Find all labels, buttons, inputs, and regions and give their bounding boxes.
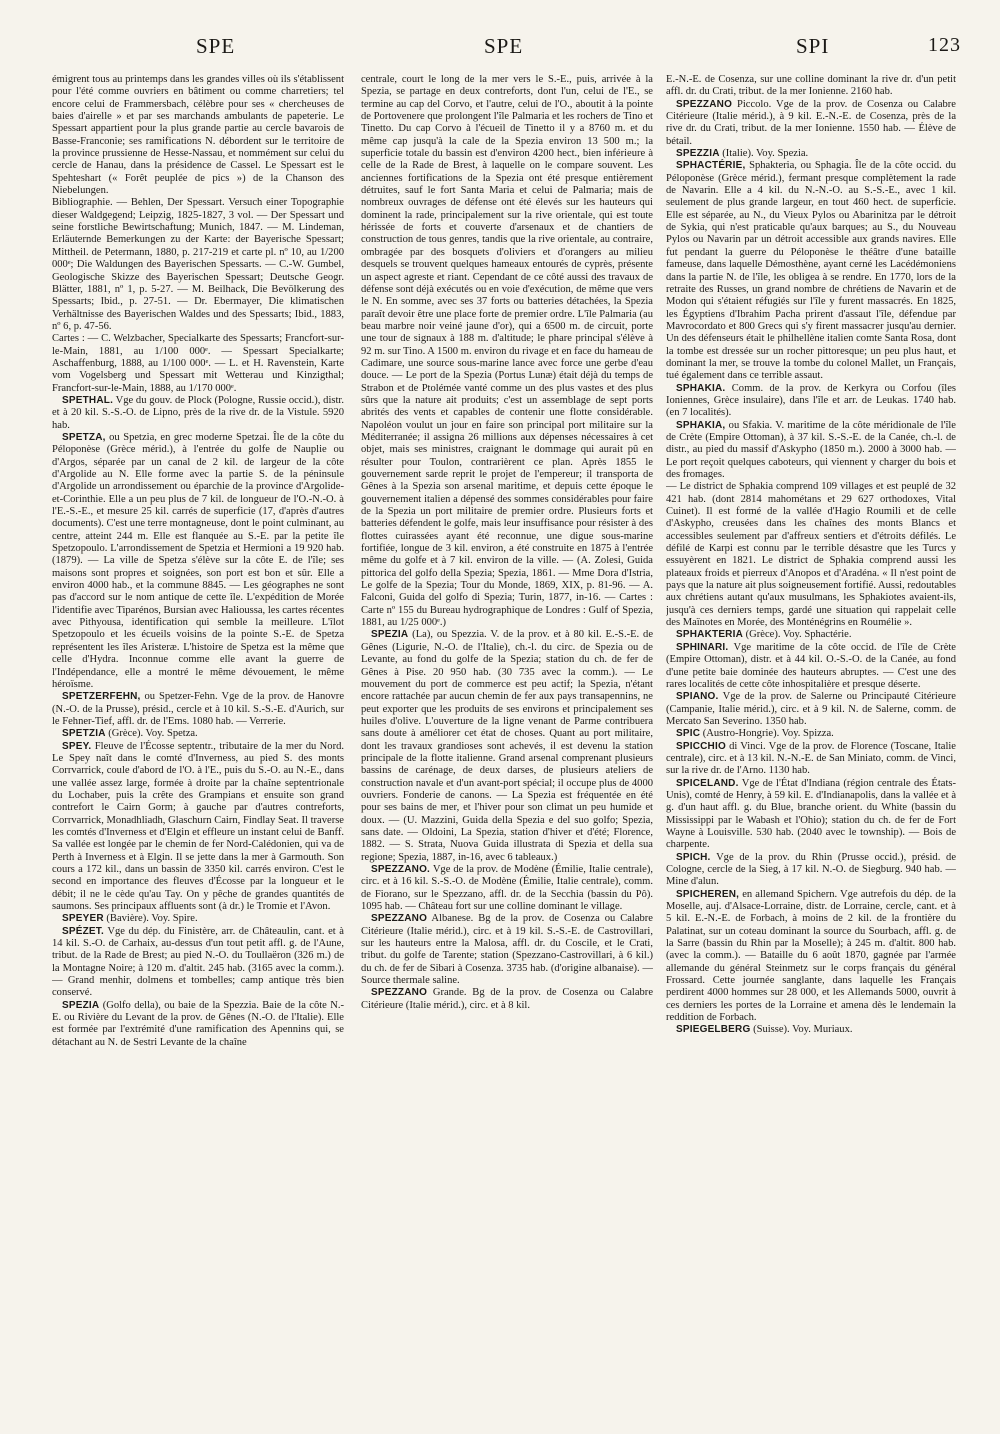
entry-text: (Golfo della), ou baie de la Spezzia. Baie de la côte N.-E. ou Rivière du Levant de la prov. de Gênes (N.-O. de l'Italie). Elle est formée par l'extrémité d'une ramification des Apennins qui, se détachant au N. de Sestri Levante de la chaîne bbox=[52, 999, 344, 1048]
dictionary-entry bbox=[52, 926, 344, 1000]
entry-text: Vge de l'État d'Indiana (région centrale des États-Unis), comté de Henry, à 59 kil. E. d'Indianapolis, dans la vallée et à g. d'un haut affl. g. du Blue, branche orient. du White (bassin du Mississippi par le Wabash et l'Ohio); station du ch. de fer de Fort Wayne à Louisville. 530 hab. (2040 avec le township). — Bois de charpente. bbox=[666, 777, 956, 851]
entry-headword: SPETHAL. bbox=[62, 394, 114, 406]
running-head-right: SPI bbox=[796, 34, 830, 58]
dictionary-entry bbox=[666, 741, 956, 778]
dictionary-entry bbox=[52, 741, 344, 914]
entry-text: ou Sfakia. V. maritime de la côte méridionale de l'île de Crète (Empire Ottoman), à 37 kil. S.-S.-E. de la Canée, ch.-l. de distr., au pied du massif d'Askypho (1850 m.). 2000 à 3000 hab. — Le port reçoit quelques caboteurs, qui viennent y charger du bois et des fromages. bbox=[666, 419, 956, 480]
entry-headword: SPICELAND. bbox=[676, 777, 739, 789]
entry-text: Vge du dép. du Finistère, arr. de Châteaulin, cant. et à 14 kil. S.-O. de Carhaix, au-dessus d'un tout petit affl. g. de l'Aune, tribut. de la Rade de Brest; au pied N.-O. du Toullaëron (326 m.) de la Montagne Noire; à 120 m. d'altit. 245 hab. (3165 avec la comm.). — Grand menhir, dolmens et tombelles; camp antique très bien conservé. bbox=[52, 925, 344, 999]
dictionary-entry bbox=[361, 74, 653, 629]
entry-text: Bibliographie. — Behlen, Der Spessart. Versuch einer Topographie dieser Waldgegend; Leipzig, 1825-1827, 3 vol. — Der Spessart und seine forstliche Bewirtschaftung; Munich, 1847. — M. Lindeman, Erläuternde Bemerkungen zu der Karte: der Bayerische Spessart; Mittheil. de Petermann, 1880, p. 217-219 et carte pl. nº 10, au 1/200 000ᵉ; Die Waldungen des Bayerischen Spessarts. — C.-W. Gumbel, Geologische Skizze des Bayerischen Spessart; Deutsche Geogr. Blätter, 1881, nº 1, p. 5-27. — M. Beilhack, Die Bevölkerung des Spessarts; Ibid., p. 27-51. — Dr. Ebermayer, Die klimatischen Verhältnisse des Bayerischen Waldes und des Spessarts; Ibid., 1883, nº 6, p. 47-56. bbox=[52, 197, 344, 332]
entry-text: centrale, court le long de la mer vers le S.-E., puis, arrivée à la Spezia, se partage en deux contreforts, dont l'un, celui de l'E., se termine au cap del Corvo, et l'autre, celui de l'O., aboutit à la pointe de Portovenere que prolongent l'île Palmaria et les rochers de Tino et Tinetto. Du cap Corvo à l'écueil de Tinetto il y a 8760 m. et du même cap jusqu'à la cale de la Spezia environ 13 500 m.; la superficie totale du bassin est d'environ 4200 hect., bien inférieure à celle de la Rade de Brest, à laquelle on le compare souvent. Les anciennes fortifications de la Spezia ont été presque entièrement détruites, sauf le fort Santa Maria et celui de Palmaria; mais de nombreux ouvrages de défense ont été élevés sur les hauteurs qui dominent la rade, principalement sur la rive orientale, qui est toute hérissée de forts et couverte d'arsenaux et de chantiers de construction de tous genres, tandis que la rive orientale, au contraire, ombragée par des bosquets d'oliviers et d'orangers au milieu desquels se trouvent quelques hameaux entourés de cyprès, présente un aspect agreste et riant. Cependant de ce côté aussi des travaux de défense sont déjà exécutés ou en voie d'exécution, de même que vers le N. En somme, avec ses 37 forts ou batteries détachées, la Spezia paraît devoir être une place forte de premier ordre. L'île Palmaria (au beau marbre noir veiné jaune d'or), qui a 6500 m. de circuit, porte une tour de signaux à 188 m. d'altitude; le phare principal s'élève à 92 m. sur Tino. A 1500 m. environ du rivage et en face du hameau de Cadimare, une source sous-marine lance avec force une gerbe d'eau douce. — Le port de la Spezia (Portus Lunæ) était déjà du temps de Strabon et de Ptolémée vanté comme un des plus vastes et des plus sûrs que la nature ait produits; c'est un assemblage de sept ports abrités des vents et capables de contenir une flotte considérable. Napoléon voulut un jour en faire son principal port militaire sur la Méditerranée; il assigna 26 millions aux dépenses nécessaires à cet objet, mais ses ministres, craignant le dommage qui aurait pû en résulter pour Toulon, contrarièrent ce plan. Après 1855 le gouvernement sarde reprit le projet de l'empereur; il transporta de Gênes à la Spezia son arsenal maritime, et depuis cette époque le gouvernement italien a dépensé des sommes considérables pour faire de la Spezia un port militaire de premier ordre. Plusieurs forts et batteries défendent le golfe, mais leur insuffisance pour résister à des flottes cuirassées ayant été reconnue, une digue sous-marine fortifiée, longue de 3 kil. environ, a été construite en 1875 à l'entrée même du golfe et à 7 kil. environ de la ville. — (A. Zolesi, Guida pittorica del golfo della Spezia; Spezia, 1861. — Mme Dora d'Istria, Le golfe de la Spezia; Tour du Monde, 1869, XIX, p. 81-96. — A. Falconi, Guida del golfo di Spezia; Turin, 1877, in-16. — Cartes : Carte nº 155 du Bureau hydrographique de Londres : Gulf of Spezia, 1881, au 1/25 000ᵉ.) bbox=[361, 74, 653, 629]
entry-headword: SPIC bbox=[676, 728, 701, 740]
dictionary-entry bbox=[666, 1024, 956, 1036]
entry-headword: SPEZIA bbox=[371, 629, 409, 641]
dictionary-entry bbox=[52, 728, 344, 740]
dictionary-entry bbox=[666, 691, 956, 728]
entry-headword: SPHAKIA. bbox=[676, 382, 726, 394]
text-column-3 bbox=[666, 74, 956, 1419]
dictionary-entry bbox=[52, 74, 344, 197]
entry-text: Cartes : — C. Welzbacher, Specialkarte des Spessarts; Francfort-sur-le-Main, 1881, au 1/100 000ᵉ. — Spessart Specialkarte; Aschaffenburg, 1888, au 1/100 000ᵉ. — L. et H. Ravenstein, Karte vom Vogelsberg und Spessart mit Wetterau und Kinzigthal; Francfort-sur-le-Main, 1888, au 1/170 000ᵉ. bbox=[52, 333, 344, 394]
entry-headword: SPEZZANO bbox=[676, 98, 733, 110]
entry-text: (Austro-Hongrie). Voy. Spizza. bbox=[700, 728, 834, 740]
page-number: 123 bbox=[928, 34, 961, 56]
dictionary-entry bbox=[52, 197, 344, 333]
entry-headword: SPICH. bbox=[676, 851, 711, 863]
dictionary-entry bbox=[666, 852, 956, 889]
entry-text: émigrent tous au printemps dans les grandes villes où ils s'établissent pour l'été comme ouvriers en bâtiment ou comme charretiers; tel encore celui de Frammersbach, célèbre pour ses « chercheuses de baies d'airelle » et par ses marchands ambulants de papeterie. Le Spessart appartient pour la plus grande partie au cercle bavarois de Basse-Franconie; ses ramifications N. débordent sur le territoire de la province prussienne de Hesse-Nassau, et nommément sur celui du cercle de Hanau, dans la présidence de Cassel. Le Spessart est le Spehteshart (« Forêt peuplée de pics ») de la Chanson des Niebelungen. bbox=[52, 74, 344, 197]
entry-headword: SPÉZET. bbox=[62, 925, 104, 937]
entry-text: (La), ou Spezzia. V. de la prov. et à 80 kil. E.-S.-E. de Gênes (Ligurie, N.-O. de l'Italie), ch.-l. du circ. de Spezia ou de Levante, au fond du golfe de la Spezia; station du ch. de fer de Gênes à Pise. 20 950 hab. (30 735 avec la comm.). — Le mouvement du port de commerce est peu actif; la Spezia, n'étant encore rattachée par aucun chemin de fer aux pays transapennins, ne peut exporter que les produits de ses environs et principalement ses huiles d'olive. L'ouverture de la ligne venant de Parme contribuera sans doute à améliorer cet état de choses. Quant au port militaire, dont les travaux grandioses sont achevés, il est devenu la station principale de la flotte italienne. Grand arsenal comprenant plusieurs bassins de carénage, de deux darses, de plusieurs ateliers de construction navale et d'un avant-port spécial; il occupe plus de 4000 ouvriers. Fonderie de canons. — La Spezia est fréquentée en été pour ses bains de mer, et l'hiver pour son climat un peu humide et doux. — (U. Mazzini, Guida della Spezia e del suo golfo; Spezia, sans date. — Oldoini, La Spezia, station d'hiver et d'été; Florence, 1882. — S. Strata, Nuova Guida illustrata di Spezia et della sua regione; Spezia, 1887, in-16, avec 6 tableaux.) bbox=[361, 629, 653, 863]
entry-text: di Vinci. Vge de la prov. de Florence (Toscane, Italie centrale), circ. et à 13 kil. N.-N.-E. de San Miniato, comm. de Vinci, sur la rive dr. de l'Arno. 1130 hab. bbox=[666, 740, 956, 777]
running-head-center: SPE bbox=[484, 34, 524, 58]
entry-headword: SPHACTÉRIE, bbox=[676, 160, 746, 172]
running-head bbox=[0, 34, 1000, 64]
entry-text: Vge maritime de la côte occid. de l'île de Crète (Empire Ottoman), distr. et à 44 kil. O.-S.-O. de la Canée, au fond d'une petite baie dominée des hauteurs abruptes. — C'est une des rares localités de cette côte inhospitalière et presque déserte. bbox=[666, 641, 956, 690]
dictionary-entry bbox=[361, 629, 653, 864]
entry-headword: SPEZIA bbox=[62, 999, 100, 1011]
entry-headword: SPEZZANO bbox=[371, 913, 428, 925]
dictionary-entry bbox=[666, 148, 956, 160]
running-head-left: SPE bbox=[196, 34, 236, 58]
dictionary-entry bbox=[666, 99, 956, 148]
entry-headword: SPETZIA bbox=[62, 728, 106, 740]
dictionary-entry bbox=[666, 629, 956, 641]
entry-headword: SPEYER bbox=[62, 913, 104, 925]
entry-headword: SPETZERFEHN, bbox=[62, 691, 141, 703]
entry-text: E.-N.-E. de Cosenza, sur une colline dominant la rive dr. d'un petit affl. dr. du Crati, tribut. de la mer Ionienne. 2160 hab. bbox=[666, 74, 956, 98]
entry-text: ou Spetzer-Fehn. Vge de la prov. de Hanovre (N.-O. de la Prusse), présid., cercle et à 10 kil. S.-S.-E. d'Aurich, sur le Fehner-Tief, affl. dr. de l'Ems. 1080 hab. — Verrerie. bbox=[52, 691, 344, 727]
entry-text: (Grèce). Voy. Sphactérie. bbox=[743, 629, 852, 641]
dictionary-entry bbox=[666, 642, 956, 691]
text-column-2 bbox=[361, 74, 653, 1419]
entry-headword: SPICCHIO bbox=[676, 740, 726, 752]
entry-text: (Suisse). Voy. Muriaux. bbox=[750, 1024, 853, 1036]
dictionary-entry bbox=[666, 481, 956, 629]
entry-headword: SPEZZANO. bbox=[371, 864, 431, 875]
dictionary-entry bbox=[52, 913, 344, 925]
dictionary-entry bbox=[52, 333, 344, 395]
entry-text: Grande. Bg de la prov. de Cosenza ou Calabre Citérieure (Italie mérid.), circ. et à 8 kil. bbox=[361, 987, 653, 1011]
dictionary-entry bbox=[52, 691, 344, 728]
dictionary-entry bbox=[52, 395, 344, 432]
entry-text: en allemand Spichern. Vge autrefois du dép. de la Moselle, auj. d'Alsace-Lorraine, distr. de Lorraine, cercle, cant. et à 5 kil. E.-N.-E. de Forbach, à moins de 2 kil. de la frontière du Palatinat, sur un coteau dominant la source du Sourbach, affl. g. de la Sarre (bassin du Rhin par la Moselle); à 245 m. d'altit. 800 hab. (avec la comm.). — Bataille du 6 août 1870, gagnée par l'armée allemande du général Steinmetz sur le corps français du général Frossard. Cette journée sanglante, dans laquelle les Français perdirent 4000 hommes sur 28 000, et les Allemands 5000, ouvrit à ces derniers les portes de la Lorraine et amena dès le lendemain la reddition de Forbach. bbox=[666, 888, 956, 1024]
entry-text: ou Spetzia, en grec moderne Spetzai. Île de la côte du Péloponèse (Grèce mérid.), à l'entrée du golfe de Nauplie ou d'Argos, séparée par un canal de 2 kil. de largeur de la côte d'Argolide au N. Elle forme avec la partie S. de la péninsule d'Argolide un arrondissement ou éparchie de la province d'Argolide-et-Corinthie. Elle a un peu plus de 7 kil. de longueur de l'O.-N.-O. à l'E.-S.-E., et mesure 25 kil. carrés de superficie (17, d'après d'autres documents). C'est une terre montagneuse, dont le point culminant, au centre, atteint 244 m. Elle est flanquée au S.-E. par la petite île Spetzopoulo. L'arrondissement de Spetzia et Hermioni a 19 920 hab. (1879). — La ville de Spetza s'élève sur la côte E. de l'île; ses maisons sont propres et soignées, son port est bon et sûr. Elle a environ 4000 hab., et la commune 8845. — Les géographes ne sont pas d'accord sur le nom antique de cette île. L'expédition de Morée l'identifie avec Tiparénos, Bursian avec Halioussa, les cartes récentes avec Pithyousa, identification qui semble la meilleure. L'îlot Spetzopoulo et les écueils voisins de la pointe S.-E. de Spetza représentent les îles Aristeræ. L'histoire de Spetza est la même que celle d'Hydra. Inconnue comme elle avant la guerre de l'Indépendance, elle a montré le même dévouement, le même héroïsme. bbox=[52, 431, 344, 690]
dictionary-entry bbox=[666, 889, 956, 1025]
dictionary-entry bbox=[666, 778, 956, 852]
entry-text: Vge de la prov. de Salerne ou Principauté Citérieure (Campanie, Italie mérid.), circ. et à 9 kil. N. de Salerne, comm. de Mercato San Severino. 1350 hab. bbox=[666, 691, 956, 727]
dictionary-entry bbox=[666, 383, 956, 420]
dictionary-entry bbox=[52, 432, 344, 691]
text-column-1 bbox=[52, 74, 344, 1419]
entry-text: Albanese. Bg de la prov. de Cosenza ou Calabre Citérieure (Italie mérid.), circ. et à 19 kil. S.-S.-E. de Castrovillari, sur les hauteurs entre la Malosa, affl. dr. du Coscile, et le Crati, tribut. du golfe de Tarente; station (Spezzano-Castrovillari, à 6 kil.) du ch. de fer de Sibari à Cosenza. 3735 hab. (d'origine albanaise). — Source thermale saline. bbox=[361, 913, 653, 987]
dictionary-entry bbox=[52, 1000, 344, 1049]
entry-headword: SPHAKIA, bbox=[676, 419, 726, 431]
entry-headword: SPETZA, bbox=[62, 431, 106, 443]
entry-text: Comm. de la prov. de Kerkyra ou Corfou (îles Ioniennes, Grèce insulaire), dans l'île et arr. de Leukas. 1740 hab. (en 7 localités). bbox=[666, 382, 956, 419]
entry-text: Fleuve de l'Écosse septentr., tributaire de la mer du Nord. Le Spey naît dans le comté d'Inverness, au pied S. des monts Corrvarrick, coule d'abord de l'O. à l'E., puis du S.-O. au N.-E., dans une vallée assez large, formée à droite par la chaîne septentrionale du Lochaber, puis la crête des Grampians et ensuite son grand contrefort le Cairn Gorm; à gauche par d'autres contreforts, Corrvarrick, Monadhliadh, Glaschurn Cairn, Findlay Seat. Il traverse les comtés d'Inverness et d'Elgin et effleure un instant celui de Banff. Sa vallée est longée par le chemin de fer Nord-Calédonien, qui va de Perth à Inverness et à Elgin. Il se jette dans la mer à Garmouth. Son cours a 172 kil., dans un bassin de 3350 kil. carrés environ. C'est le second en importance des fleuves d'Écosse par la longueur et le débit; il ne le cède qu'au Tay. On y pêche de grandes quantités de saumons. Ses principaux affluents sont (à dr.) le Tromie et l'Avon. bbox=[52, 740, 344, 913]
dictionary-entry bbox=[666, 728, 956, 740]
dictionary-entry bbox=[361, 913, 653, 987]
entry-text: (Italie). Voy. Spezia. bbox=[719, 148, 809, 160]
entry-text: Sphakteria, ou Sphagia. Île de la côte occid. du Péloponèse (Grèce mérid.), fermant presque complètement la rade de Navarin. Elle a 4 kil. du N.-N.-O. au S.-S.-E., avec 1 kil. seulement de plus grande largeur, en tout 460 hect. de superficie. Elle est séparée, au N., du Vieux Pylos ou Abarinitza par le détroit de Sykia, qui n'est praticable qu'aux barques; au S., du Nouveau Pylos ou Navarin par un détroit accessible aux grands navires. Elle fut pendant la guerre du Péloponèse le théâtre d'une bataille fameuse, dans laquelle Démosthène, ayant cerné les Lacédémoniens dans la partie N. de l'île, les obligea à se rendre. En 1770, lors de la retraite des Russes, un grand nombre de chrétiens de Navarin et de Modon qui s'étaient réfugiés sur l'île y furent massacrés. En 1825, les Égyptiens d'Ibrahim Pacha prirent d'assaut l'île, défendue par Mavrocordato et 800 Grecs qui s'y firent massacrer jusqu'au dernier. Un des défenseurs était le philhellène italien comte Santa Rosa, dont la tombe est dressée sur un rocher pittoresque; un peu plus haut, et dominant la mer, se trouve la tombe du colonel Mallet, un Français, tué également dans ce terrible assaut. bbox=[666, 160, 956, 382]
entry-text: Vge de la prov. de Modène (Émilie, Italie centrale), circ. et à 16 kil. S.-S.-O. de Modène (Émilie, Italie centrale), comm. de Fiorano, sur le Spezzano, affl. dr. de la Secchia (bassin du Pô). 1095 hab. — Château fort sur une colline dominant le village. bbox=[361, 864, 653, 913]
dictionary-entry bbox=[666, 160, 956, 382]
entry-headword: SPEY. bbox=[62, 740, 92, 752]
entry-text: Piccolo. Vge de la prov. de Cosenza ou Calabre Citérieure (Italie mérid.), à 9 kil. E.-N.-E. de Cosenza, près de la rive dr. du Crati, tribut. de la mer Ionienne. 1550 hab. — Élève de bétail. bbox=[666, 98, 956, 147]
dictionary-entry bbox=[666, 420, 956, 482]
entry-text: Vge du gouv. de Plock (Pologne, Russie occid.), distr. et à 20 kil. S.-S.-O. de Lipno, près de la rive dr. de la Vistule. 5920 hab. bbox=[52, 394, 344, 431]
entry-headword: SPHAKTERIA bbox=[676, 629, 744, 641]
dictionary-entry bbox=[361, 987, 653, 1012]
entry-headword: SPEZZIA bbox=[676, 148, 720, 160]
entry-headword: SPICHEREN, bbox=[676, 888, 740, 900]
entry-headword: SPIEGELBERG bbox=[676, 1024, 751, 1036]
entry-text: (Grèce). Voy. Spetza. bbox=[105, 728, 198, 740]
entry-headword: SPEZZANO bbox=[371, 987, 428, 999]
entry-text: Vge de la prov. du Rhin (Prusse occid.), présid. de Cologne, cercle de la Sieg, à 17 kil. N.-O. de Siegburg. 940 hab. — Mine d'alun. bbox=[666, 851, 956, 888]
entry-text: (Bavière). Voy. Spire. bbox=[103, 913, 198, 925]
entry-headword: SPHINARI. bbox=[676, 641, 729, 653]
dictionary-entry bbox=[361, 864, 653, 913]
dictionary-entry bbox=[666, 74, 956, 99]
entry-text: — Le district de Sphakia comprend 109 villages et est peuplé de 32 421 hab. (dont 2814 mahométans et 29 627 orthodoxes, Vital Cuinet). Il est formé de la vallée d'Hagio Roumili et de celle d'Askypho, creusées dans les chaînes des monts Blancs et accessibles seulement par d'affreux sentiers et d'étroits défilés. Le défilé de Karpi est connu par le terrible désastre que les Turcs y essuyèrent en 1821. Le district de Sphakia comprend aussi les plateaux froids et pierreux d'Anopos et d'Aradéna. « Il n'est point de pays que la nature ait plus soigneusement fortifié. Aussi, redoutables aux chrétiens autant qu'aux musulmans, les Sphakiotes avaient-ils, jusqu'à ces derniers temps, gardé une situation qui rappelait celle des Maïnotes en Morée, des Monténégrins en Roumélie ». bbox=[666, 481, 956, 629]
entry-headword: SPIANO. bbox=[676, 691, 719, 703]
